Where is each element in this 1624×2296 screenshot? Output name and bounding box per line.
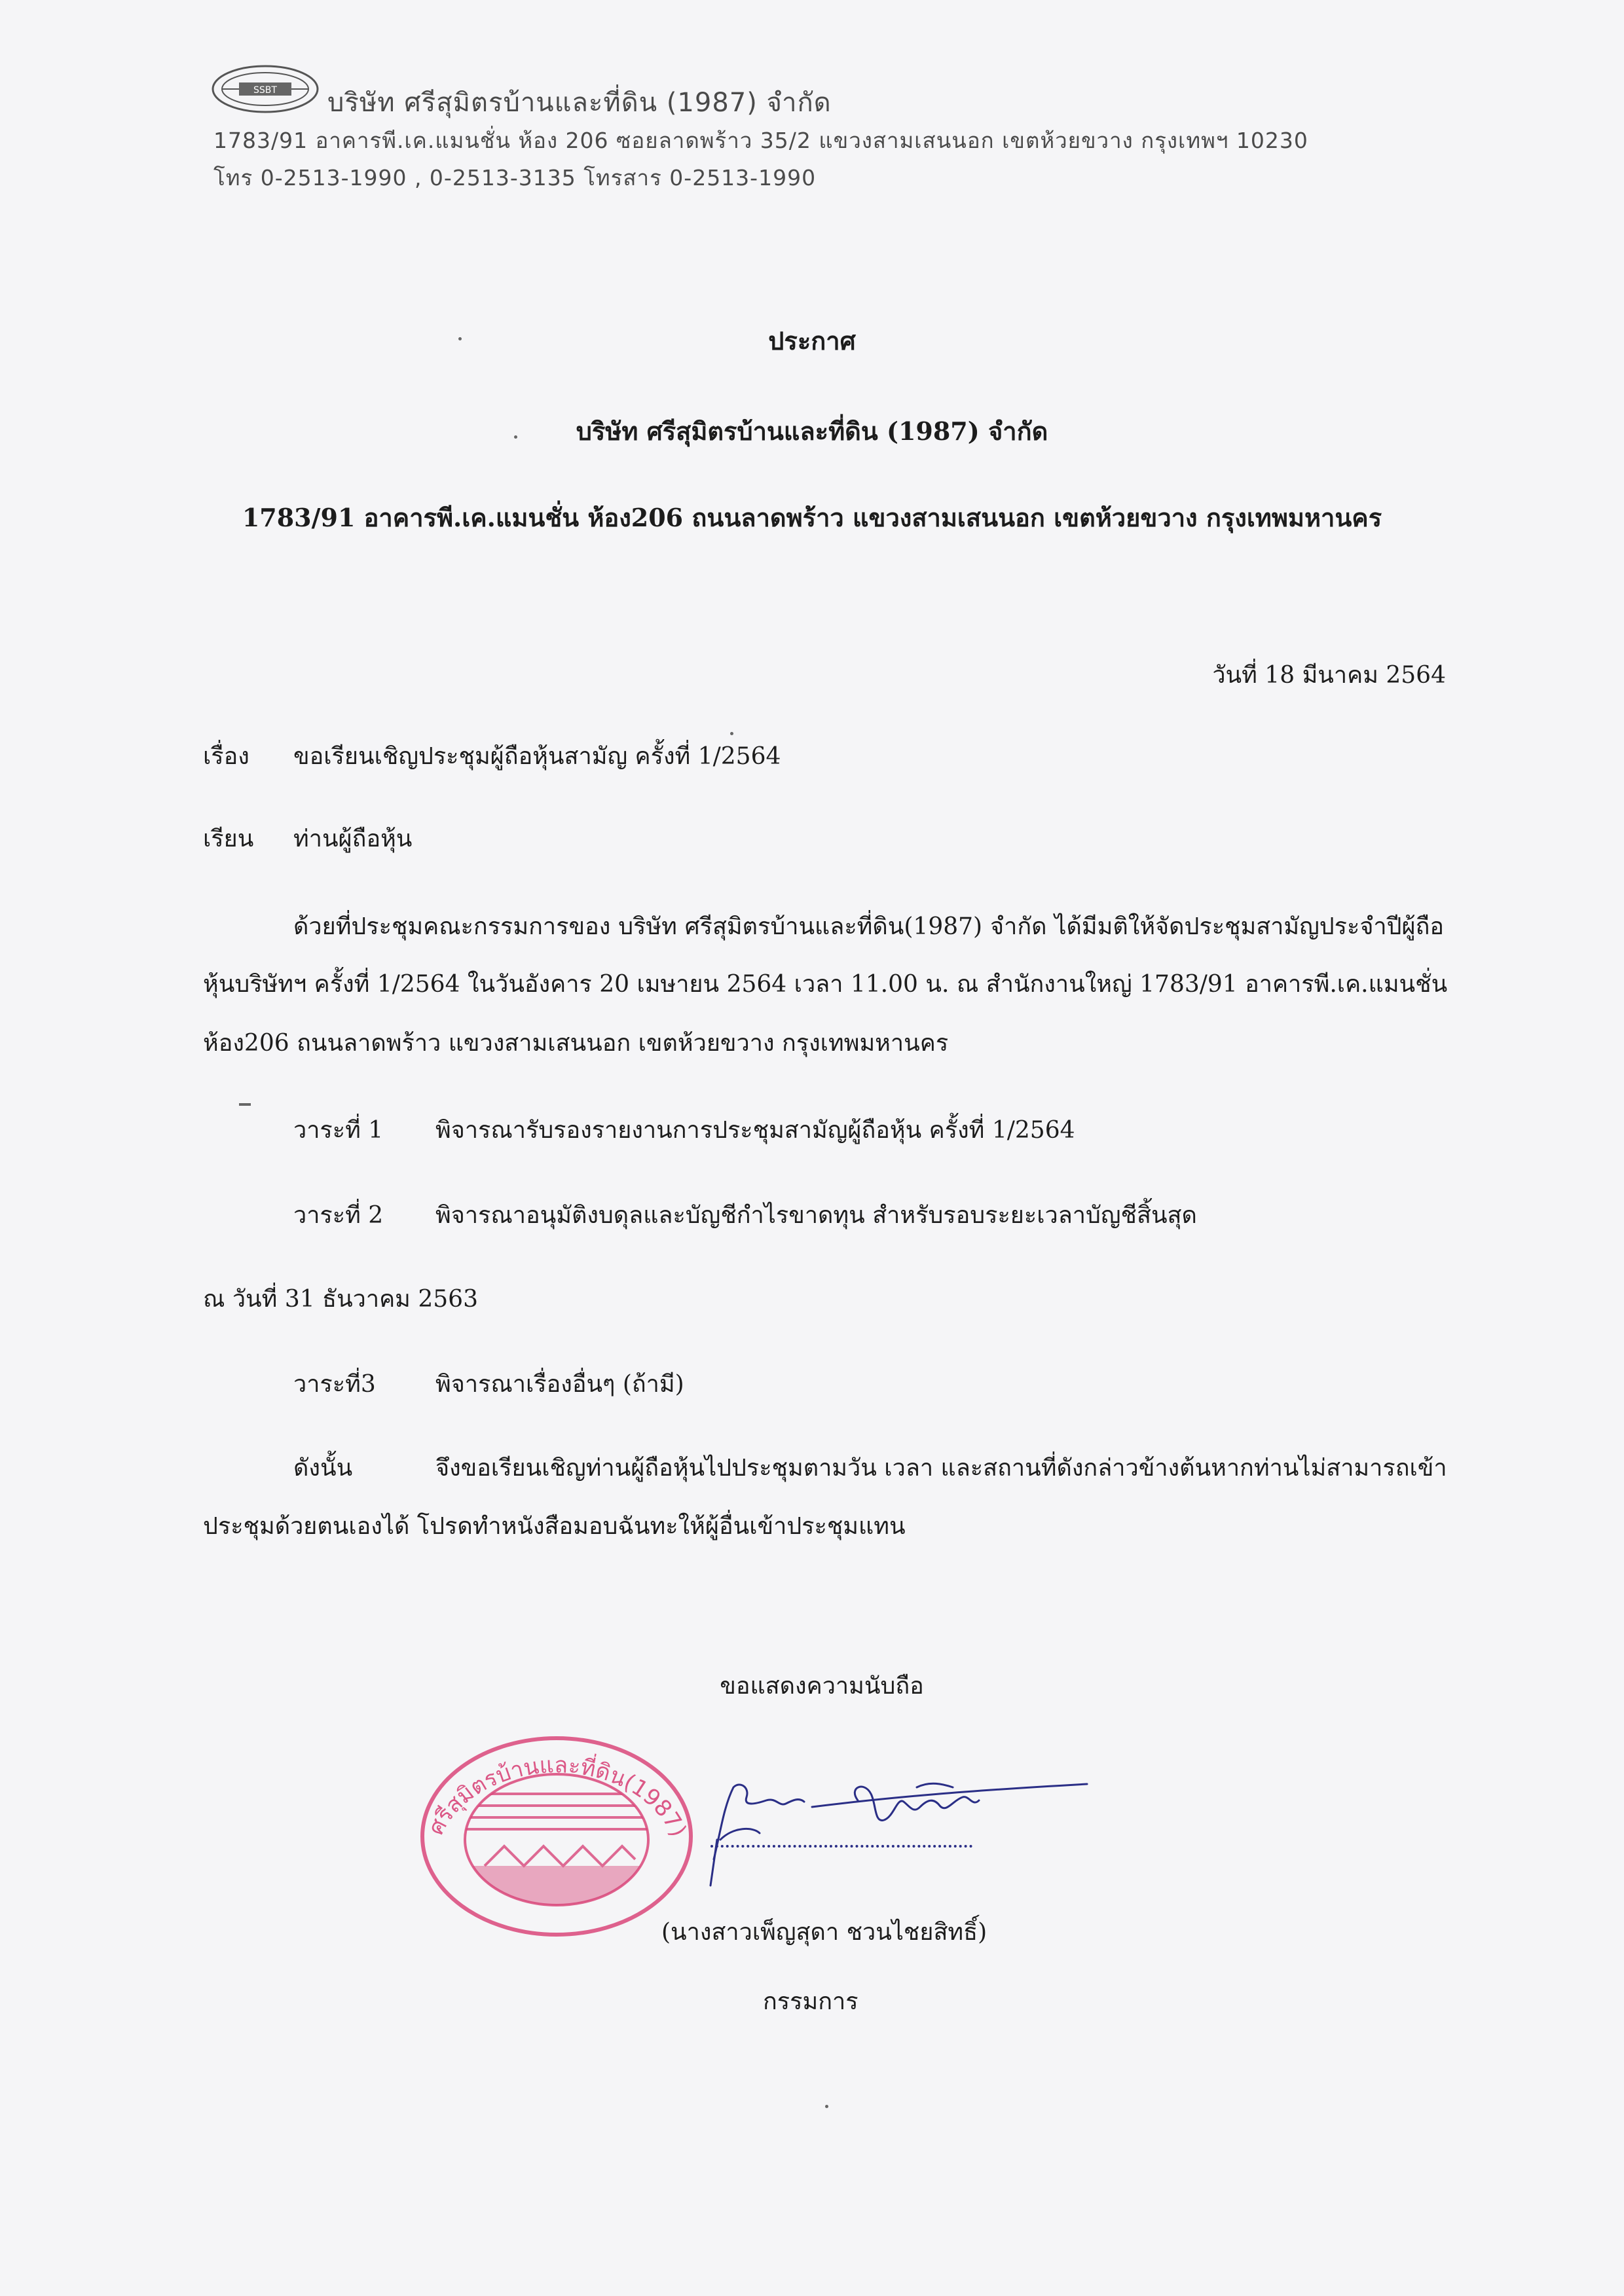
conclusion-line-1: จึงขอเรียนเชิญท่านผู้ถือหุ้นไปประชุมตามวัน เวลา และสถานที่ดังกล่าวข้างต้นหากท่านไม่สามารถเข้า bbox=[435, 1455, 1447, 1482]
company-logo bbox=[210, 63, 321, 118]
body-line-1: ด้วยที่ประชุมคณะกรรมการของ บริษัท ศรีสุมิตรบ้านและที่ดิน(1987) จำกัด ได้มีมติให้จัดประชุมสามัญประจำปีผู้ถือ bbox=[293, 913, 1444, 940]
scan-speck bbox=[239, 1103, 251, 1106]
agenda-2-continuation: ณ วันที่ 31 ธันวาคม 2563 bbox=[203, 1286, 478, 1313]
scan-speck bbox=[825, 2105, 828, 2108]
signatory-name: (นางสาวเพ็ญสุดา ชวนไชยสิทธิ์) bbox=[661, 1919, 987, 1946]
letterhead-address: 1783/91 อาคารพี.เค.แมนชั่น ห้อง 206 ซอยลาดพร้าว 35/2 แขวงสามเสนนอก เขตห้วยขวาง กรุงเทพฯ 10230 bbox=[213, 128, 1308, 153]
agenda-1-text: พิจารณารับรองรายงานการประชุมสามัญผู้ถือหุ้น ครั้งที่ 1/2564 bbox=[435, 1117, 1075, 1144]
agenda-2-label: วาระที่ 2 bbox=[293, 1202, 384, 1229]
svg-text:SSBT: SSBT bbox=[253, 85, 277, 96]
subject-label: เรื่อง bbox=[203, 743, 249, 770]
svg-text:บริษัท ศรีสุมิตรบ้านและที่ดิน(: ศรีสุมิตรบ้านและที่ดิน(1987) bbox=[422, 1752, 692, 1841]
letterhead-contact: โทร 0-2513-1990 , 0-2513-3135 โทรสาร 0-2513-1990 bbox=[213, 165, 817, 191]
addressee-text: ท่านผู้ถือหุ้น bbox=[293, 826, 413, 852]
signatory-position: กรรมการ bbox=[763, 1988, 858, 2015]
company-address-title: 1783/91 อาคารพี.เค.แมนชั่น ห้อง206 ถนนลาดพร้าว แขวงสามเสนนอก เขตห้วยขวาง กรุงเทพมหานคร bbox=[242, 503, 1382, 532]
letterhead-company-name: บริษัท ศรีสุมิตรบ้านและที่ดิน (1987) จำกัด bbox=[327, 88, 832, 118]
agenda-3-text: พิจารณาเรื่องอื่นๆ (ถ้ามี) bbox=[435, 1371, 684, 1398]
document-date: วันที่ 18 มีนาคม 2564 bbox=[1212, 662, 1446, 689]
scan-speck bbox=[514, 435, 517, 439]
body-line-2: หุ้นบริษัทฯ ครั้งที่ 1/2564 ในวันอังคาร 20 เมษายน 2564 เวลา 11.00 น. ณ สำนักงานใหญ่ 1783/91 อาคารพี.เค.แมนชั่น bbox=[203, 971, 1448, 998]
conclusion-label: ดังนั้น bbox=[293, 1455, 353, 1482]
agenda-1-label: วาระที่ 1 bbox=[293, 1117, 384, 1144]
scan-speck bbox=[730, 732, 733, 735]
addressee-label: เรียน bbox=[203, 826, 254, 852]
conclusion-line-2: ประชุมด้วยตนเองได้ โปรดทำหนังสือมอบฉันทะให้ผู้อื่นเข้าประชุมแทน bbox=[203, 1513, 906, 1540]
company-stamp bbox=[413, 1728, 701, 1947]
handwritten-signature bbox=[694, 1761, 1100, 1895]
scan-speck bbox=[458, 337, 462, 340]
body-line-3: ห้อง206 ถนนลาดพร้าว แขวงสามเสนนอก เขตห้วยขวาง กรุงเทพมหานคร bbox=[203, 1030, 949, 1057]
signature-line bbox=[710, 1845, 972, 1848]
agenda-2-text: พิจารณาอนุมัติงบดุลและบัญชีกำไรขาดทุน สำหรับรอบระยะเวลาบัญชีสิ้นสุด bbox=[435, 1202, 1197, 1229]
closing-text: ขอแสดงความนับถือ bbox=[720, 1673, 924, 1700]
company-title: บริษัท ศรีสุมิตรบ้านและที่ดิน (1987) จำกัด bbox=[576, 416, 1048, 446]
subject-text: ขอเรียนเชิญประชุมผู้ถือหุ้นสามัญ ครั้งที่ 1/2564 bbox=[293, 743, 781, 770]
announcement-title: ประกาศ bbox=[768, 326, 856, 355]
agenda-3-label: วาระที่3 bbox=[293, 1371, 376, 1398]
